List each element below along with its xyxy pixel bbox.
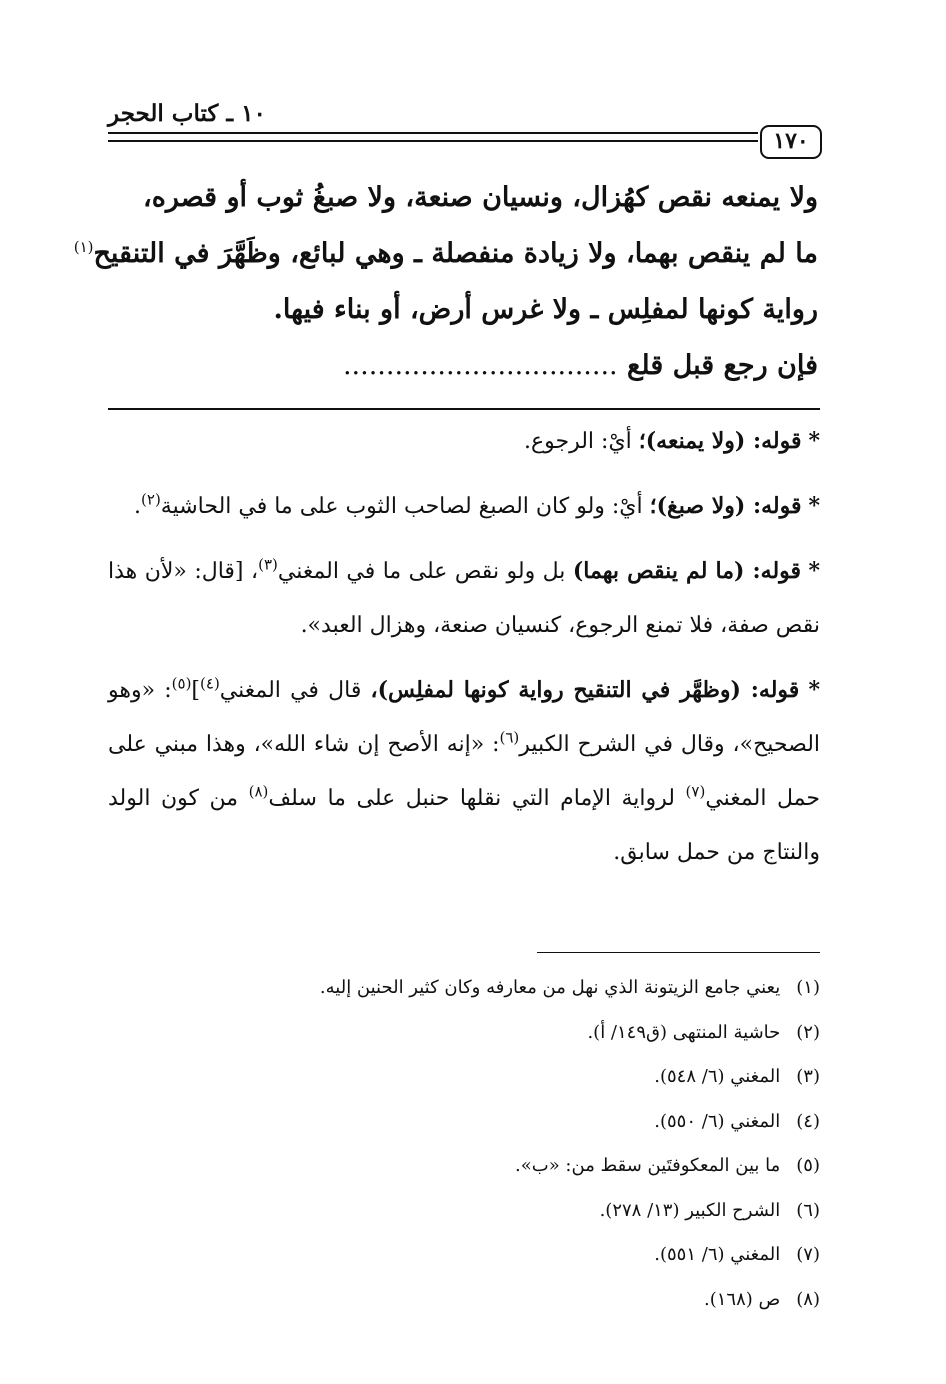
main-line-4	[108, 338, 818, 394]
chapter-title: ١٠ ـ كتاب الحجر	[108, 100, 266, 127]
main-line-2	[73, 226, 818, 282]
footnote-ref: (١)	[73, 238, 94, 256]
commentary-2	[108, 479, 820, 534]
commentary-text: .	[134, 494, 142, 519]
footnote-text: المغني (٦/ ٥٥٠).	[654, 1110, 781, 1132]
footnote	[108, 1189, 820, 1234]
footnote-text: ص (١٦٨).	[703, 1288, 781, 1310]
text-separator	[108, 408, 820, 410]
commentary-1	[108, 414, 820, 469]
commentary-text: ]	[191, 678, 201, 703]
footnote-ref: (٤)	[200, 674, 220, 693]
lemma: قوله: (ما لم ينقص بهما)	[572, 558, 802, 584]
footnote-number: (٢)	[796, 1021, 820, 1043]
footnote	[108, 1011, 820, 1056]
star-marker: *	[808, 428, 820, 454]
footnote-separator	[537, 952, 820, 953]
footnote	[108, 966, 820, 1011]
footnote-text: ما بين المعكوفتَين سقط من: «ب».	[515, 1155, 781, 1176]
main-text	[73, 170, 818, 394]
commentary-text: قال في المغني	[219, 678, 371, 703]
footnote-number: (٣)	[796, 1066, 820, 1087]
commentary-text: من كون الولد والنتاج من حمل سابق.	[108, 786, 820, 865]
page-number: ١٧٠	[760, 125, 822, 159]
main-line-2-text: ما لم ينقص بهما، ولا زيادة منفصلة ـ وهي لبائع، وظَهَّرَ في التنقيح	[93, 238, 818, 269]
footnote-text: المغني (٦/ ٥٤٨).	[654, 1066, 781, 1087]
header-rule-bottom	[108, 140, 758, 142]
commentary	[108, 414, 820, 890]
footnote-number: (٧)	[796, 1244, 820, 1265]
lemma: قوله: (ولا يمنعه)؛	[638, 428, 802, 454]
footnote-ref: (٧)	[685, 782, 706, 801]
lemma: قوله: (ولا صبغ)؛	[649, 493, 802, 519]
footnote-ref: (٨)	[248, 782, 269, 801]
lemma: قوله: (وظهَّر في التنقيح رواية كونها لمفلِس)،	[370, 677, 800, 703]
star-marker: *	[808, 677, 820, 703]
footnote-text: المغني (٦/ ٥٥١).	[654, 1244, 781, 1265]
footnote-text: الشرح الكبير (١٣/ ٢٧٨).	[599, 1199, 781, 1221]
footnote	[108, 1144, 820, 1189]
commentary-4	[108, 663, 820, 880]
footnote	[108, 1100, 820, 1145]
footnote-text: يعني جامع الزيتونة الذي نهل من معارفه وكان كثير الحنين إليه.	[319, 977, 781, 998]
commentary-text: ، [قال: «لأن هذا نقص صفة، فلا تمنع الرجوع، كنسيان صنعة، وهزال العبد».	[108, 559, 820, 638]
footnote	[108, 1278, 820, 1323]
footnote-number: (٨)	[796, 1288, 820, 1310]
main-line-4-text: فإن رجع قبل قلع	[627, 350, 818, 381]
star-marker: *	[808, 558, 820, 584]
footnote	[108, 1233, 820, 1278]
footnote-ref: (٣)	[258, 555, 278, 574]
star-marker: *	[808, 493, 820, 519]
main-line-3: رواية كونها لمفلِس ـ ولا غرس أرض، أو بناء فيها.	[273, 294, 818, 325]
footnote-text: حاشية المنتهى (ق١٤٩/ أ).	[587, 1021, 781, 1043]
footnote-number: (١)	[796, 977, 820, 998]
footnotes	[108, 966, 820, 1322]
continuation-dots: ................................	[342, 350, 618, 381]
footnote-number: (٦)	[796, 1199, 820, 1221]
footnote-ref: (٦)	[499, 728, 520, 747]
commentary-text: : «وهو الصحيح»، وقال في الشرح الكبير	[108, 678, 821, 757]
commentary-text: أيْ: الرجوع.	[524, 429, 639, 454]
commentary-text: أيْ: ولو كان الصبغ لصاحب الثوب على ما في الحاشية	[160, 494, 650, 519]
footnote-number: (٤)	[796, 1110, 820, 1132]
header-rule-top	[108, 132, 758, 134]
commentary-text: : «إنه الأصح إن شاء الله»، وهذا مبني على حمل المغني	[108, 732, 820, 811]
footnote-number: (٥)	[796, 1155, 820, 1176]
footnote-ref: (٥)	[171, 674, 192, 693]
footnote	[108, 1055, 820, 1100]
commentary-3	[108, 544, 820, 653]
footnote-ref: (٢)	[141, 490, 161, 509]
commentary-text: لرواية الإمام التي نقلها حنبل على ما سلف	[268, 786, 686, 811]
main-line-1: ولا يمنعه نقص كهُزال، ونسيان صنعة، ولا صبغُ ثوب أو قصره،	[143, 182, 818, 213]
commentary-text: بل ولو نقص على ما في المغني	[277, 559, 573, 584]
